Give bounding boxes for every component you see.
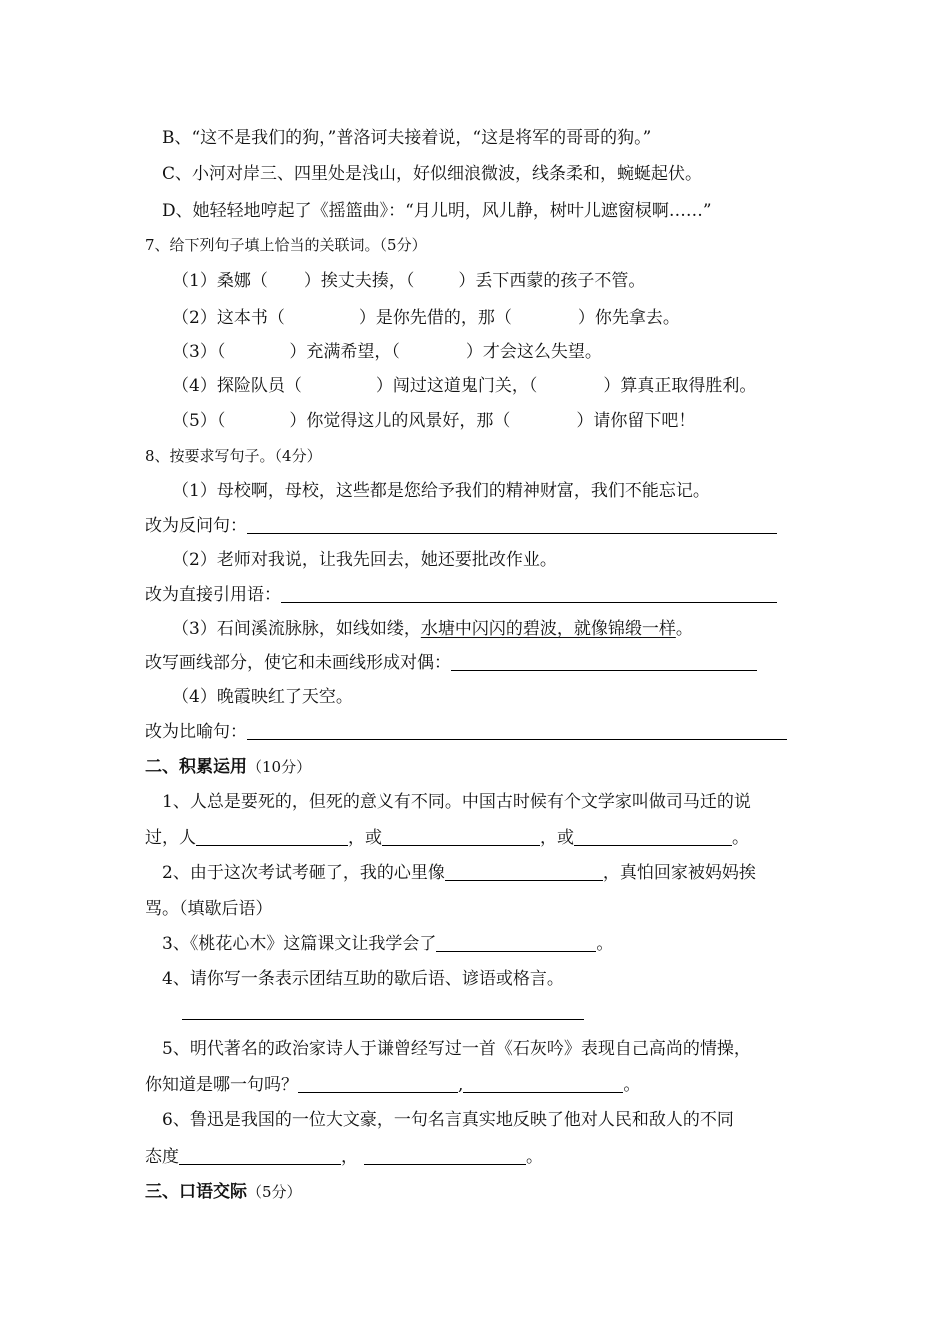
q8-task-4: 改为比喻句： (145, 720, 787, 744)
q8-task-3: 改写画线部分，使它和未画线形成对偶： (145, 651, 757, 675)
sec2-item-2-line-2: 骂。（填歇后语） (145, 899, 273, 919)
sec2-item-4: 4、请你写一条表示团结互助的歇后语、谚语或格言。 (162, 969, 564, 989)
sec2-item-5-blank-2[interactable] (463, 1074, 623, 1093)
q6-option-d: D、她轻轻地哼起了《摇篮曲》：“月儿明，风儿静，树叶儿遮窗棂啊……” (162, 201, 712, 221)
sec2-item-6-line-1: 6、鲁迅是我国的一位大文豪，一句名言真实地反映了他对人民和敌人的不同 (162, 1110, 734, 1130)
q6-option-b: B、“这不是我们的狗，”普洛诃夫接着说，“这是将军的哥哥的狗。” (162, 128, 652, 148)
q7-sentence-4: （4）探险队员（ ）闯过这道鬼门关，（ ）算真正取得胜利。 (172, 376, 757, 396)
q8-task-2: 改为直接引用语： (145, 583, 777, 607)
q7-sentence-5: （5）（ ）你觉得这儿的风景好，那（ ）请你留下吧！ (172, 411, 696, 431)
sec2-item-6-blank-2[interactable] (364, 1146, 526, 1165)
q8-title: 8、按要求写句子。（4分） (145, 447, 322, 465)
q8-sentence-1: （1）母校啊，母校，这些都是您给予我们的精神财富，我们不能忘记。 (172, 481, 710, 501)
q8-answer-4-blank[interactable] (247, 721, 787, 740)
sec2-item-3: 3、《桃花心木》这篇课文让我学会了 。 (162, 934, 614, 954)
sec2-item-3-blank[interactable] (436, 933, 596, 952)
sec2-item-1-blank-2[interactable] (382, 827, 540, 846)
q8-underlined-phrase: 水塘中闪闪的碧波，就像锦缎一样 (420, 619, 676, 639)
sec2-item-2-blank[interactable] (445, 862, 603, 881)
sec2-item-6-blank-1[interactable] (179, 1146, 341, 1165)
sec2-item-1-blank-3[interactable] (574, 827, 732, 846)
section-3-heading: 三、口语交际（5分） (145, 1182, 302, 1202)
q8-task-1: 改为反问句： (145, 514, 777, 538)
sec2-item-4-answer-line[interactable] (182, 1019, 584, 1020)
sec2-item-5-line-2: 你知道是哪一句吗？ , 。 (145, 1075, 641, 1095)
q7-title: 7、给下列句子填上恰当的关联词。（5分） (145, 236, 427, 254)
sec2-item-6-line-2: 态度 ， 。 (145, 1147, 543, 1167)
q7-sentence-2: （2）这本书（ ）是你先借的，那（ ）你先拿去。 (172, 308, 680, 328)
q7-sentence-1: （1）桑娜（ ）挨丈夫揍，（ ）丢下西蒙的孩子不管。 (172, 271, 646, 291)
q8-answer-3-blank[interactable] (451, 652, 757, 671)
q6-option-c: C、小河对岸三、四里处是浅山，好似细浪微波，线条柔和，蜿蜒起伏。 (162, 164, 703, 184)
sec2-item-5-blank-1[interactable] (298, 1074, 458, 1093)
section-2-heading: 二、积累运用（10分） (145, 757, 312, 777)
sec2-item-2-line-1: 2、由于这次考试考砸了，我的心里像 ，真怕回家被妈妈挨 (162, 863, 756, 883)
sec2-item-1-blank-1[interactable] (196, 827, 348, 846)
sec2-item-1-line-1: 1、人总是要死的，但死的意义有不同。中国古时候有个文学家叫做司马迁的说 (162, 792, 751, 812)
q8-sentence-2: （2）老师对我说，让我先回去，她还要批改作业。 (172, 550, 557, 570)
q8-sentence-4: （4）晚霞映红了天空。 (172, 687, 353, 707)
sec2-item-5-line-1: 5、明代著名的政治家诗人于谦曾经写过一首《石灰吟》表现自己高尚的情操， (162, 1039, 751, 1059)
sec2-item-1-line-2: 过，人 ，或 ，或 。 (145, 828, 749, 848)
q8-answer-1-blank[interactable] (247, 515, 777, 534)
q8-answer-2-blank[interactable] (281, 584, 777, 603)
q8-sentence-3: （3）石间溪流脉脉，如线如缕，水塘中闪闪的碧波，就像锦缎一样。 (172, 619, 693, 639)
q7-sentence-3: （3）（ ）充满希望，（ ）才会这么失望。 (172, 342, 602, 362)
